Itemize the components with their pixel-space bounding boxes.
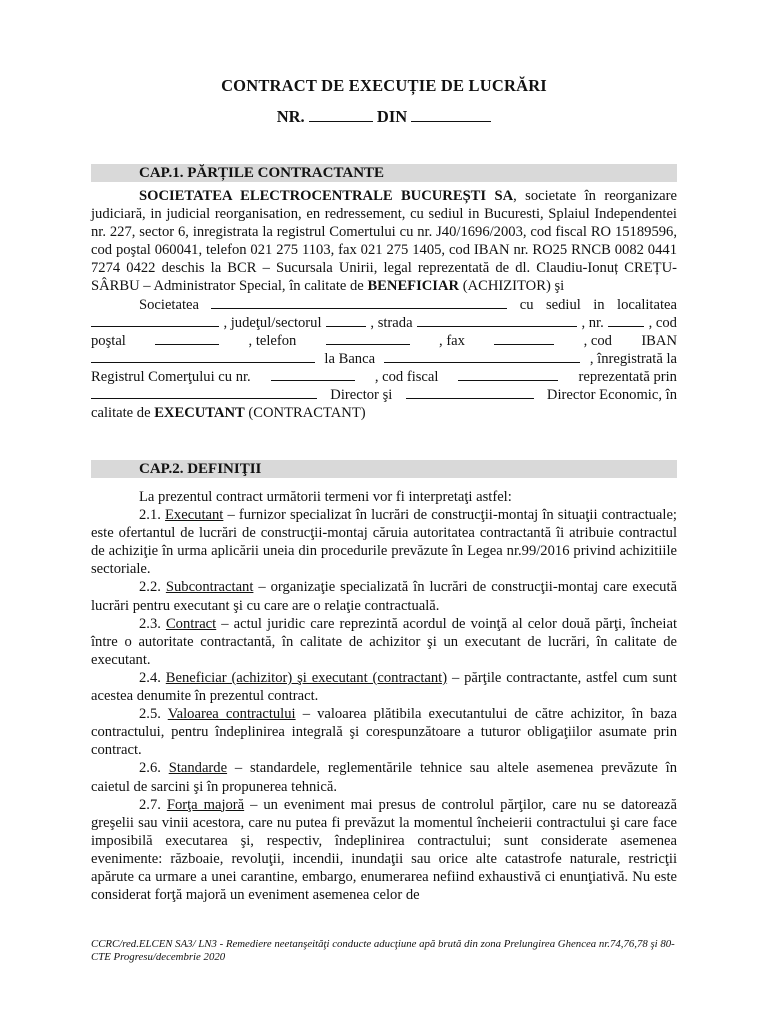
executant-line-2: [91, 314, 677, 332]
contract-number-line: [0, 107, 768, 127]
fax-label: , fax: [439, 332, 465, 349]
executant-role: EXECUTANT: [154, 405, 245, 422]
registrul-label: Registrul Comerţului cu nr.: [91, 368, 251, 385]
strada-blank: [417, 314, 577, 327]
nr-blank: [309, 109, 373, 122]
executant-line-3: [91, 332, 677, 350]
inregistrata-label: , înregistrată la: [589, 350, 677, 367]
director-economic-blank: [406, 386, 534, 399]
societatea-label: Societatea: [139, 296, 199, 313]
cu-label: cu: [519, 296, 534, 313]
page-footer: CCRC/red.ELCEN SA3/ LN3 - Remediere neetanşeităţi conducte aducţiune apă brută din zona Prelungirea Ghencea nr.74,76,78 şi 80- CTE Progresu/decembrie 2020: [91, 938, 675, 963]
judet-blank: [326, 314, 366, 327]
definition-text: – părţile contractante, astfel cum sunt acestea denumite în prezentul contract.: [91, 669, 677, 705]
localitatea-label: localitatea: [617, 296, 677, 313]
telefon-label: , telefon: [248, 332, 297, 349]
definition-text: – furnizor specializat în lucrări de construcţii-montaj în situaţii contractuale; este ofertantul de lucrări de construcţii-montaj căruia autoritatea contractantă îi atribuie contractul de achiziţie în urma aplicării uneia din procedurile prevăzute în Legea nr.99/2016 privind achizitiile sectoriale.: [91, 507, 677, 578]
beneficiary-role-rest: (ACHIZITOR) şi: [459, 278, 565, 295]
definition-number: 2.2.: [139, 579, 166, 596]
document-title: CONTRACT DE EXECUȚIE DE LUCRĂRI: [221, 76, 547, 95]
definition-text: – standardele, reglementările tehnice sau altele asemenea prevăzute în caietul de sarcini şi în propunerea tehnică.: [91, 760, 677, 795]
cod-fiscal-label: , cod fiscal: [374, 368, 439, 385]
judet-label: , judeţul/sectorul: [223, 314, 322, 331]
localitatea-blank: [91, 314, 219, 327]
nr-label: NR.: [276, 107, 305, 126]
cap1-body: [91, 187, 677, 422]
definition-number: 2.3.: [139, 615, 166, 632]
executant-line-4: [91, 350, 677, 368]
definition-term: Valoarea contractului: [167, 706, 296, 723]
banca-label: la Banca: [324, 350, 376, 367]
definition-term: Standarde: [168, 760, 228, 777]
definition-2-2: [91, 578, 677, 614]
executant-role-rest: (CONTRACTANT): [244, 405, 366, 422]
cap2-heading: CAP.2. DEFINIŢII: [91, 460, 677, 478]
definition-number: 2.1.: [139, 507, 166, 524]
executant-line-5: [91, 368, 677, 386]
definition-term: Contract: [165, 615, 217, 632]
definition-text: – actul juridic care reprezintă acordul de voinţă al celor două părţi, încheiat între o autoritate contractantă, în calitate de achizitor şi un executant de lucrări, în calitate de executant.: [91, 615, 677, 668]
beneficiary-paragraph: [91, 187, 677, 296]
director-economic-label: Director Economic, în: [546, 387, 677, 404]
calitate-label: calitate de: [91, 405, 155, 422]
definition-2-6: [91, 759, 677, 795]
nr-strada-label: , nr.: [581, 314, 604, 331]
date-blank: [411, 109, 491, 122]
definition-term: Forţa majoră: [166, 796, 245, 813]
strada-label: , strada: [370, 314, 413, 331]
nr-strada-blank: [608, 314, 644, 327]
banca-blank: [384, 350, 580, 363]
reprezentata-label: reprezentată prin: [578, 368, 677, 385]
postal-blank: [155, 332, 219, 345]
societatea-blank: [211, 296, 507, 309]
sediul-label: sediul: [545, 296, 581, 313]
definition-term: Subcontractant: [165, 579, 254, 596]
definition-text: – un eveniment mai presus de controlul părţilor, care nu se datorează greşelii sau vinii acestora, care nu putea fi prevăzut la momentul încheierii contractului şi care face imposibilă executarea şi, respectiv, îndeplinirea contractului; sunt considerate asemenea evenimente: războaie, revoluţii, incendii, inundaţii sau orice alte catastrofe naturale, restricţii apărute ca urmare a unei carantine, embargo, enumerarea nefiind exhaustivă ci enunţiativă. Nu este considerat forţă majoră un eveniment asemenea celor de: [91, 796, 677, 904]
beneficiary-role: BENEFICIAR: [367, 278, 460, 295]
definition-number: 2.6.: [139, 760, 169, 777]
beneficiary-name: SOCIETATEA ELECTROCENTRALE BUCUREȘTI SA: [139, 188, 514, 204]
definition-2-7: [91, 796, 677, 905]
definition-text: – organizaţie specializată în lucrări de construcţii-montaj care execută lucrări pentru executant şi cu care are o relaţie contractuală.: [91, 579, 677, 614]
fax-blank: [494, 332, 554, 345]
director-blank: [91, 386, 317, 399]
cod-label: , cod: [648, 314, 677, 331]
executant-line-7: [91, 404, 677, 422]
director-label: Director şi: [330, 387, 393, 404]
definition-term: Executant: [165, 507, 224, 524]
cap2-body: [91, 488, 677, 904]
din-label: DIN: [376, 107, 408, 126]
definition-number: 2.4.: [139, 669, 166, 686]
definition-2-5: [91, 705, 677, 759]
cod-fiscal-blank: [458, 368, 558, 381]
definition-number: 2.7.: [139, 796, 167, 813]
iban-label: IBAN: [641, 332, 677, 349]
definition-2-1: [91, 506, 677, 578]
definition-2-3: [91, 615, 677, 669]
cap2-intro: La prezentul contract următorii termeni vor fi interpretaţi astfel:: [139, 489, 512, 505]
telefon-blank: [326, 332, 410, 345]
iban-blank: [91, 350, 315, 363]
registrul-blank: [271, 368, 355, 381]
definition-number: 2.5.: [139, 706, 168, 723]
executant-line-6: [91, 386, 677, 404]
definition-term: Beneficiar (achizitor) şi executant (contractant): [165, 669, 448, 686]
executant-line-1: [91, 296, 677, 314]
cod-iban-label: , cod: [583, 332, 612, 349]
in-label: in: [593, 296, 605, 313]
cap1-heading: CAP.1. PĂRȚILE CONTRACTANTE: [91, 164, 677, 182]
definition-2-4: [91, 669, 677, 705]
postal-label: poştal: [91, 332, 126, 349]
beneficiary-text: , societate în reorganizare judiciară, in judicial reorganisation, en redressement, cu sediul in Bucuresti, Splaiul Independentei nr. 227, sector 6, inregistrata la registrul Comertului cu nr. J40/1696/2003, cod fiscal RO 15189596, cod poştal 060041, telefon 021 275 1103, fax 021 275 1405, cod IBAN nr. RO25 RNCB 0082 0441 7274 0422 deschis la BCR – Sucursala Unirii, legal reprezentată de dl. Claudiu-Ionuț CREȚU-SÂRBU – Administrator Special, în calitate de: [91, 188, 677, 295]
definition-text: – valoarea plătibila executantului de către achizitor, în baza contractului, pentru îndeplinirea integrală şi corespunzătoare a tuturor obligaţiilor asumate prin contract.: [91, 706, 677, 759]
